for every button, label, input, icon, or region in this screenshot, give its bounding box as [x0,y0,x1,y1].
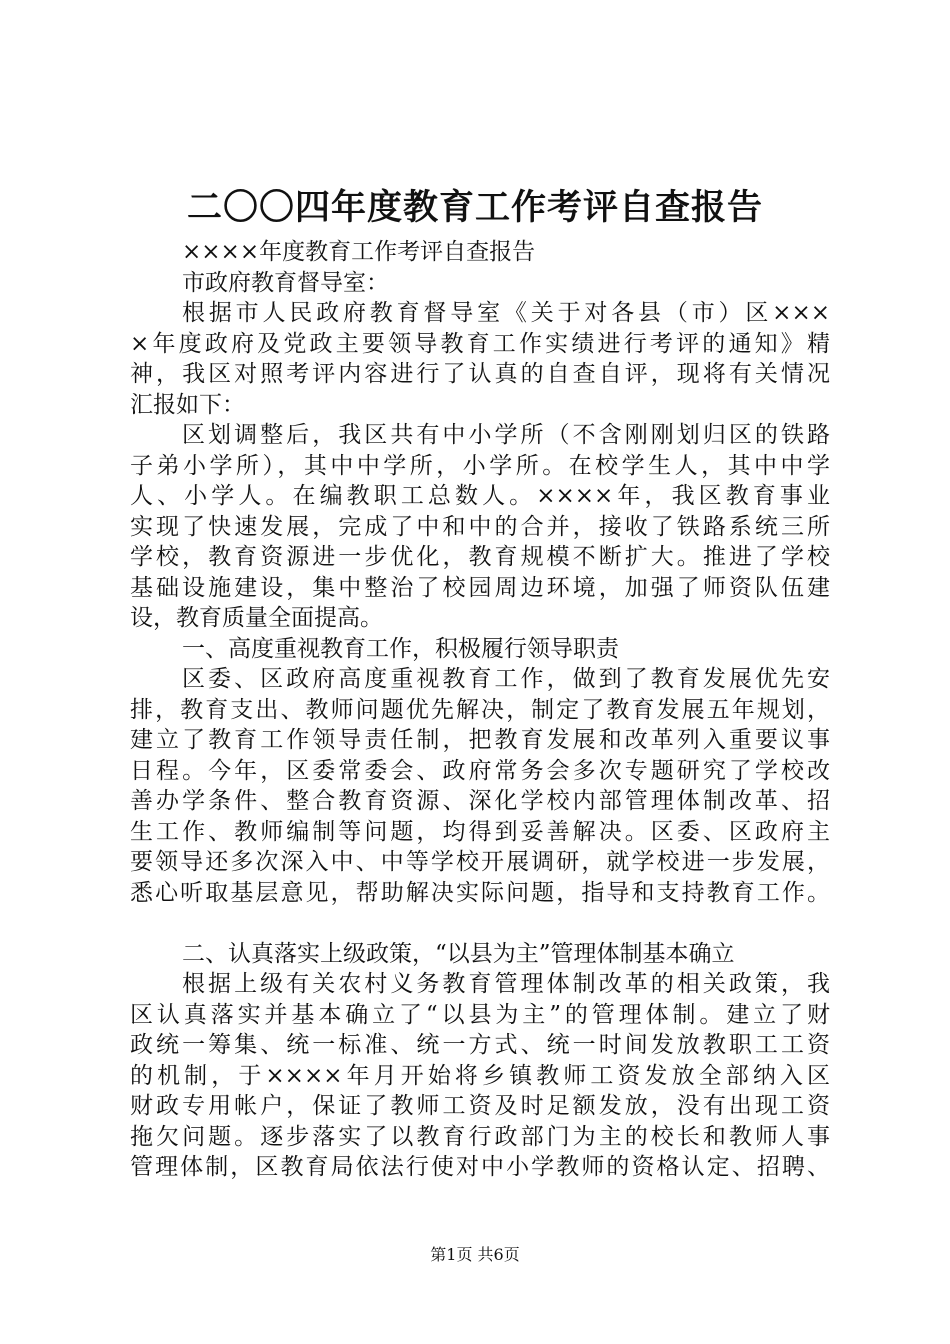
paragraph-line: 拖欠问题。逐步落实了以教育行政部门为主的校长和教师人事 [130,1123,830,1150]
section-heading: 二、认真落实上级政策，“以县为主”管理体制基本确立 [182,940,735,967]
page-footer: 第1页 共6页 [430,1245,520,1264]
paragraph-line: 汇报如下： [130,391,245,418]
paragraph-line: 学校，教育资源进一步优化，教育规模不断扩大。推进了学校 [130,544,830,570]
salutation-line: 市政府教育督导室： [182,269,389,296]
paragraph-line: 实现了快速发展，完成了中和中的合并，接收了铁路系统三所 [130,513,830,540]
paragraph-line: 基础设施建设，集中整治了校园周边环境，加强了师资队伍建 [130,574,830,601]
paragraph-line: 排，教育支出、教师问题优先解决，制定了教育发展五年规划， [130,696,830,723]
section-heading: 一、高度重视教育工作，积极履行领导职责 [182,635,619,662]
paragraph-line: 管理体制，区教育局依法行使对中小学教师的资格认定、招聘、 [130,1154,830,1180]
paragraph-line: 政统一筹集、统一标准、统一方式、统一时间发放教职工工资 [130,1032,830,1058]
paragraph-line: 悉心听取基层意见，帮助解决实际问题，指导和支持教育工作。 [130,879,830,906]
paragraph-line: ×年度政府及党政主要领导教育工作实绩进行考评的通知》精 [130,330,830,357]
paragraph-line: 设，教育质量全面提高。 [130,605,383,631]
paragraph-line: 要领导还多次深入中、中等学校开展调研，就学校进一步发展， [130,849,830,875]
paragraph-line: 子弟小学所），其中中学所，小学所。在校学生人，其中中学 [130,452,830,479]
paragraph-line: 区认真落实并基本确立了“以县为主”的管理体制。建立了财 [130,1001,830,1028]
blank-line [130,908,830,939]
subtitle-line: ××××年度教育工作考评自查报告 [182,239,536,265]
paragraph-line: 区委、区政府高度重视教育工作，做到了教育发展优先安 [182,666,830,692]
document-body [130,237,830,1183]
paragraph-line: 根据市人民政府教育督导室《关于对各县（市）区××× [182,300,830,326]
paragraph-line: 神，我区对照考评内容进行了认真的自查自评，现将有关情况 [130,361,830,387]
paragraph-line: 建立了教育工作领导责任制，把教育发展和改革列入重要议事 [130,727,830,753]
paragraph-line: 财政专用帐户，保证了教师工资及时足额发放，没有出现工资 [130,1093,830,1119]
paragraph-line: 区划调整后，我区共有中小学所（不含刚刚划归区的铁路 [182,422,830,448]
paragraph-line: 生工作、教师编制等问题，均得到妥善解决。区委、区政府主 [130,818,830,845]
document-title: 二〇〇四年度教育工作考评自查报告 [186,187,763,228]
paragraph-line: 根据上级有关农村义务教育管理体制改革的相关政策，我 [182,971,830,997]
paragraph-line: 的机制，于××××年月开始将乡镇教师工资发放全部纳入区 [130,1062,830,1089]
paragraph-line: 人、小学人。在编教职工总数人。××××年，我区教育事业 [130,483,830,509]
paragraph-line: 日程。今年，区委常委会、政府常务会多次专题研究了学校改 [130,757,830,784]
paragraph-line: 善办学条件、整合教育资源、深化学校内部管理体制改革、招 [130,788,830,814]
